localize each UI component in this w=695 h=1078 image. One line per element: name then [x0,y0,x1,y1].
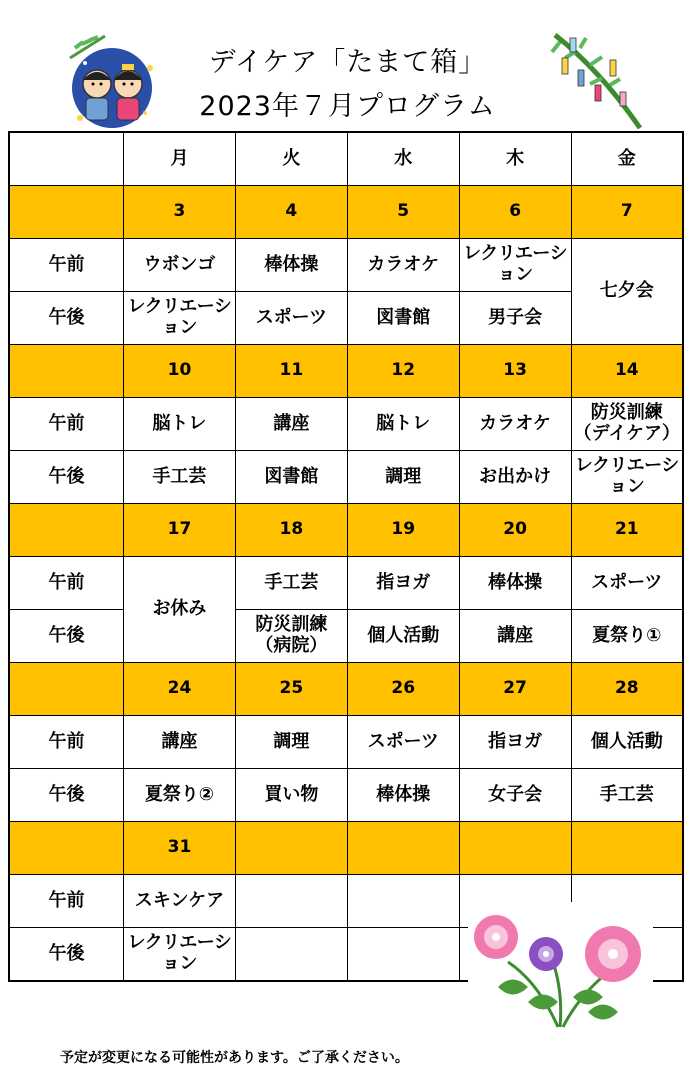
date-cell: 5 [347,186,459,239]
activity-cell: 手工芸 [571,769,683,822]
activity-cell: 棒体操 [347,769,459,822]
date-label-cell [9,504,124,557]
activity-cell: 調理 [347,451,459,504]
activity-cell: ウボンゴ [124,239,236,292]
activity-cell: レクリエーション [459,239,571,292]
activity-cell: スポーツ [347,716,459,769]
date-cell [235,822,347,875]
activity-cell-two-line [571,398,683,451]
page-title: デイケア「たまて箱」 [208,47,487,78]
activity-cell: 図書館 [235,451,347,504]
activity-cell: レクリエーション [124,292,236,345]
activity-cell: 男子会 [459,292,571,345]
date-row [9,345,683,398]
empty-cell [347,875,459,928]
activity-line: 防災訓練 [590,402,663,424]
pm-row [9,769,683,822]
empty-cell [235,928,347,982]
empty-cell [235,875,347,928]
pm-label: 午後 [9,610,124,663]
activity-cell: 手工芸 [235,557,347,610]
activity-cell: スポーツ [235,292,347,345]
date-cell: 21 [571,504,683,557]
date-cell: 4 [235,186,347,239]
pm-label: 午後 [9,451,124,504]
am-label: 午前 [9,239,124,292]
activity-cell: 調理 [235,716,347,769]
tanabata-children-illustration [60,28,165,133]
date-row [9,822,683,875]
activity-cell: レクリエーション [124,928,236,982]
activity-line: （病院） [255,635,328,656]
activity-cell-two-line [235,610,347,663]
date-cell: 14 [571,345,683,398]
page-subtitle: 2023年７月プログラム [199,91,496,122]
empty-cell [347,928,459,982]
activity-cell-merged: 七夕会 [571,239,683,345]
date-cell: 20 [459,504,571,557]
flower-icon [468,902,653,1034]
activity-cell: 指ヨガ [347,557,459,610]
program-calendar [8,131,684,982]
date-cell: 18 [235,504,347,557]
activity-cell: カラオケ [347,239,459,292]
date-cell: 17 [124,504,236,557]
schedule-change-note: 予定が変更になる可能性があります。ご了承ください。 [60,1050,409,1066]
activity-cell: スキンケア [124,875,236,928]
weekday-fri: 金 [571,132,683,186]
activity-cell: 講座 [124,716,236,769]
weekday-mon: 月 [124,132,236,186]
am-label: 午前 [9,557,124,610]
date-cell: 26 [347,663,459,716]
date-cell: 7 [571,186,683,239]
am-row [9,239,683,292]
weekday-wed: 水 [347,132,459,186]
date-label-cell [9,663,124,716]
date-cell: 12 [347,345,459,398]
activity-cell: 指ヨガ [459,716,571,769]
am-row [9,398,683,451]
pm-label: 午後 [9,928,124,982]
date-cell: 3 [124,186,236,239]
date-cell [459,822,571,875]
activity-line: 防災訓練 [255,614,328,636]
date-cell: 31 [124,822,236,875]
activity-cell: カラオケ [459,398,571,451]
activity-cell: 個人活動 [571,716,683,769]
pm-label: 午後 [9,769,124,822]
am-row [9,716,683,769]
activity-cell: スポーツ [571,557,683,610]
bamboo-decoration-illustration [540,30,650,130]
activity-cell: 夏祭り② [124,769,236,822]
am-label: 午前 [9,716,124,769]
corner-cell [9,132,124,186]
date-cell: 24 [124,663,236,716]
date-cell: 19 [347,504,459,557]
date-cell: 13 [459,345,571,398]
activity-cell: 脳トレ [347,398,459,451]
activity-cell: お出かけ [459,451,571,504]
pm-row [9,610,683,663]
date-label-cell [9,345,124,398]
date-cell: 28 [571,663,683,716]
date-cell: 11 [235,345,347,398]
activity-cell: 買い物 [235,769,347,822]
date-row [9,663,683,716]
weekday-header-row [9,132,683,186]
pm-row [9,451,683,504]
activity-cell: 図書館 [347,292,459,345]
date-label-cell [9,822,124,875]
activity-cell: 棒体操 [459,557,571,610]
activity-cell: 脳トレ [124,398,236,451]
activity-cell: 女子会 [459,769,571,822]
activity-cell-merged: お休み [124,557,236,663]
activity-cell: 個人活動 [347,610,459,663]
pm-label: 午後 [9,292,124,345]
activity-cell: 夏祭り① [571,610,683,663]
date-cell: 6 [459,186,571,239]
activity-cell: レクリエーション [571,451,683,504]
date-cell: 10 [124,345,236,398]
date-row [9,504,683,557]
am-label: 午前 [9,875,124,928]
date-cell [347,822,459,875]
weekday-tue: 火 [235,132,347,186]
activity-cell: 講座 [235,398,347,451]
morning-glory-illustration [468,902,653,1034]
activity-cell: 棒体操 [235,239,347,292]
date-cell: 25 [235,663,347,716]
date-cell [571,822,683,875]
date-cell: 27 [459,663,571,716]
am-label: 午前 [9,398,124,451]
activity-line: （デイケア） [573,423,680,444]
activity-cell: 講座 [459,610,571,663]
date-row [9,186,683,239]
weekday-thu: 木 [459,132,571,186]
date-label-cell [9,186,124,239]
am-row [9,557,683,610]
activity-cell: 手工芸 [124,451,236,504]
